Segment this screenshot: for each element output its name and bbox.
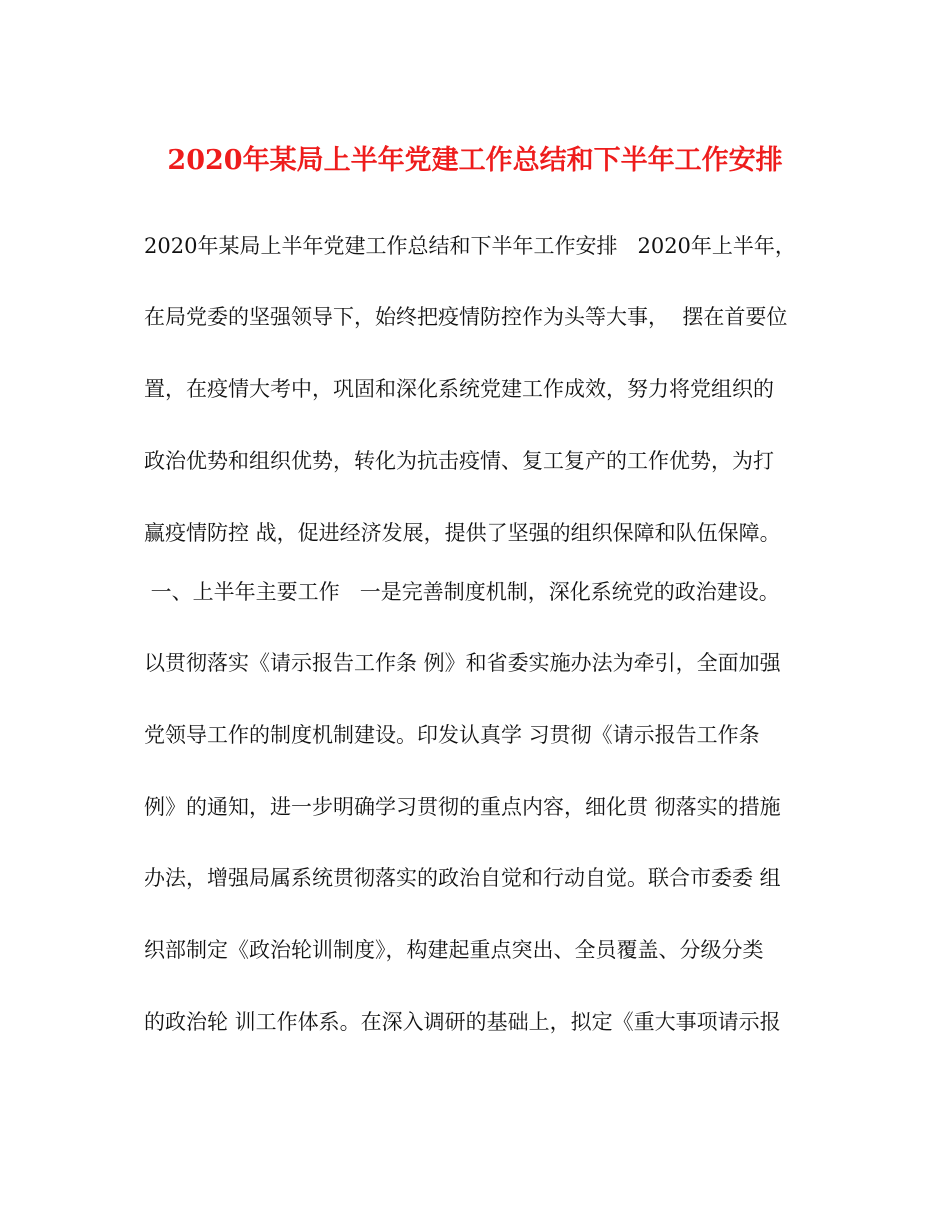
body-line-12: 的政治轮 训工作体系。在深入调研的基础上，拟定《重大事项请示报 xyxy=(144,1010,781,1034)
body-line-1: 2020年某局上半年党建工作总结和下半年工作安排 2020年上半年， xyxy=(144,234,796,258)
body-line-8: 党领导工作的制度机制建设。印发认真学 习贯彻《请示报告工作条 xyxy=(144,723,760,747)
body-line-2: 在局党委的坚强领导下，始终把疫情防控作为头等大事， 摆在首要位 xyxy=(144,305,788,329)
body-line-4: 政治优势和组织优势，转化为抗击疫情、复工复产的工作优势，为打 xyxy=(144,449,774,473)
body-line-3: 置，在疫情大考中，巩固和深化系统党建工作成效，努力将党组织的 xyxy=(144,377,774,401)
document-title: 2020年某局上半年党建工作总结和下半年工作安排 xyxy=(167,145,783,176)
body-line-10: 办法，增强局属系统贯彻落实的政治自觉和行动自觉。联合市委委 组 xyxy=(144,866,781,890)
body-line-9: 例》的通知，进一步明确学习贯彻的重点内容，细化贯 彻落实的措施 xyxy=(144,795,781,819)
body-line-11: 织部制定《政治轮训制度》，构建起重点突出、全员覆盖、分级分类 xyxy=(144,938,764,962)
body-line-6: 一、上半年主要工作 一是完善制度机制，深化系统党的政治建设。 xyxy=(144,580,780,604)
body-line-7: 以贯彻落实《请示报告工作条 例》和省委实施办法为牵引，全面加强 xyxy=(144,651,781,675)
body-line-5: 赢疫情防控 战，促进经济发展，提供了坚强的组织保障和队伍保障。 xyxy=(144,521,781,545)
